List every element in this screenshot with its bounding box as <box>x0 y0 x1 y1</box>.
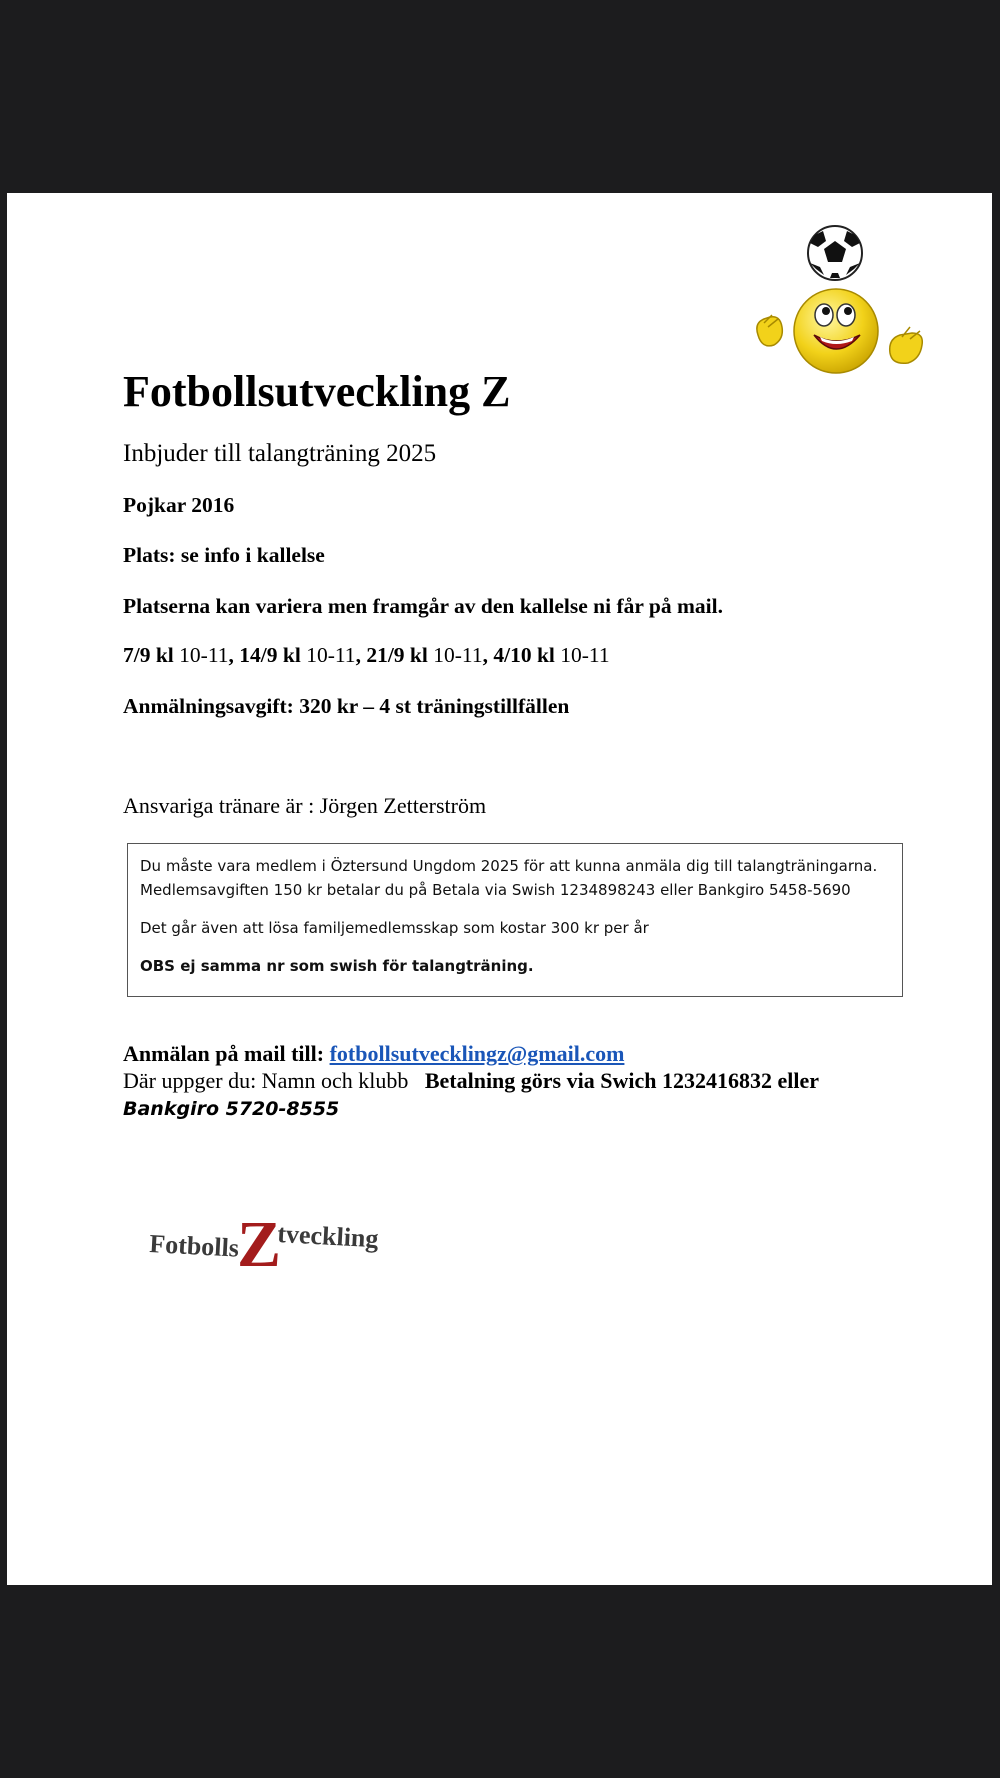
place-info: Plats: se info i kallelse <box>123 543 325 567</box>
smiley-face-icon <box>794 289 878 373</box>
membership-line-3: Det går även att lösa familjemedlemsskap som kostar 300 kr per år <box>140 919 649 937</box>
left-hand-icon <box>757 315 782 346</box>
training-dates: 7/9 kl 10-11, 14/9 kl 10-11, 21/9 kl 10-11, 4/10 kl 10-11 <box>123 643 610 667</box>
logo-text-before: Fotbolls <box>148 1229 240 1263</box>
age-group: Pojkar 2016 <box>123 493 235 517</box>
membership-line-1: Du måste vara medlem i Öztersund Ungdom 2025 för att kunna anmäla dig till talangträningarna. <box>140 857 878 875</box>
payment-info: Betalning görs via Swich 1232416832 eller <box>424 1068 819 1093</box>
time-2: 10-11 <box>306 643 356 667</box>
membership-info-box <box>127 843 903 997</box>
time-4: 10-11 <box>560 643 610 667</box>
signup-email-link[interactable]: fotbollsutvecklingz@gmail.com <box>329 1041 625 1066</box>
membership-line-2: Medlemsavgiften 150 kr betalar du på Betala via Swish 1234898243 eller Bankgiro 5458-5690 <box>140 881 851 899</box>
subtitle: Inbjuder till talangträning 2025 <box>123 440 437 467</box>
logo-letter: Z <box>237 1208 282 1278</box>
membership-line-4: OBS ej samma nr som swish för talangträning. <box>140 957 534 975</box>
date-4: 4/10 kl <box>493 643 555 667</box>
registration-fee: Anmälningsavgift: 320 kr – 4 st träningstillfällen <box>123 694 570 718</box>
soccer-ball-icon <box>808 226 862 280</box>
soccer-mascot-icon <box>740 223 930 383</box>
signup-label: Anmälan på mail till: <box>123 1041 325 1066</box>
time-3: 10-11 <box>433 643 483 667</box>
right-hand-icon <box>890 327 923 363</box>
signup-details: Där uppger du: Namn och klubb <box>123 1068 409 1093</box>
fotbollsutveckling-logo <box>137 1198 407 1278</box>
coach-info: Ansvariga tränare är : Jörgen Zetterström <box>123 793 487 818</box>
page-title: Fotbollsutveckling Z <box>123 367 511 416</box>
date-3: 21/9 kl <box>366 643 428 667</box>
time-1: 10-11 <box>179 643 229 667</box>
signup-section <box>123 1040 819 1123</box>
place-note: Platserna kan variera men framgår av den kallelse ni får på mail. <box>123 594 723 618</box>
logo-text-after: tveckling <box>276 1219 380 1254</box>
document-page <box>7 193 992 1585</box>
date-1: 7/9 kl <box>123 643 174 667</box>
bankgiro-info: Bankgiro 5720-8555 <box>123 1098 340 1120</box>
date-2: 14/9 kl <box>239 643 301 667</box>
